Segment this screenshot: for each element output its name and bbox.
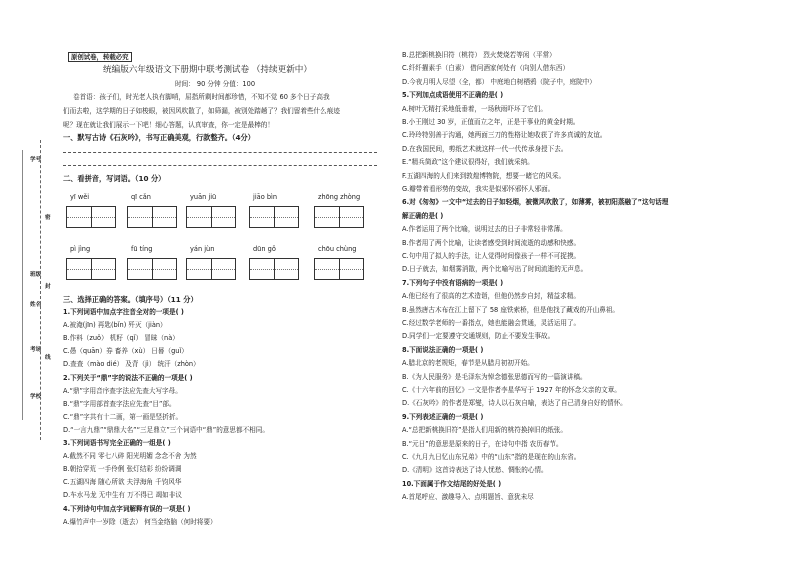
original-badge: 原创试卷，转载必究	[68, 52, 132, 62]
seal-line	[40, 140, 41, 440]
question-stem: 1.下列词语中加点字注音全对的一项是( )	[63, 308, 184, 316]
answer-option: D.《清明》这首诗表达了诗人忧愁、惆怅的心情。	[402, 466, 548, 475]
answer-option: F.五湖四海的人们来到敦煌博物院，想要一睹它的风采。	[402, 171, 566, 180]
answer-box[interactable]	[66, 258, 116, 280]
seal-mark: 封	[45, 284, 51, 290]
pinyin-label: fū tíng	[131, 245, 153, 253]
answer-option: B.总把新桃换旧符（桃符） 烈火焚烧若等闲（平常）	[402, 51, 556, 59]
answer-option: D.今夜月明人尽望（全，都） 中庭地白树栖鸦（院子中，庭院中）	[402, 77, 596, 86]
pinyin-label: pì jìng	[70, 245, 91, 253]
answer-box[interactable]	[186, 258, 236, 280]
answer-option: C.句中用了拟人的手法，让人觉得时间像孩子一样不可捉摸。	[402, 252, 581, 260]
answer-option: C.《十六年前的回忆》一文是作者李星华写于 1927 年的怀念父亲的文章。	[402, 386, 621, 394]
answer-option: A.首尾呼应、激趣导入、点明题旨、意犹未尽	[402, 493, 534, 502]
question-stem: 解正确的是( )	[402, 211, 444, 220]
question-stem: 2.下列关于“鼎”字的说法不正确的一项是( )	[63, 373, 193, 382]
question-stem: 9.下列表述正确的一项是( )	[402, 412, 484, 421]
answer-option: B.“鼎”字用部首查字法应先查“目”部。	[63, 399, 176, 408]
answer-option: B.作料（zuǒ） 机籽（qǐ） 冒昧（nà）	[63, 334, 179, 343]
answer-option: D.日子就去，如烟雾消散，两个比喻写出了时间流逝的无声息。	[402, 265, 588, 274]
intro-line-1: 卷首语：孩子们，时光老人执有脚哨，屈指所剩时间都珍惜，不知不觉 60 多个日子高我	[73, 93, 330, 101]
seal-mark: 线	[45, 355, 51, 361]
answer-option: A.腊北京的老规矩，春节是从腊月初初开始。	[402, 359, 534, 368]
pinyin-label: dūn gǒ	[253, 245, 276, 253]
side-label-class: 班级	[30, 272, 42, 278]
question-stem: 5.下列加点成语使用不正确的是( )	[402, 91, 504, 100]
answer-option: E.“精兵简政”这个建议很得好，我们就采纳。	[402, 158, 534, 167]
answer-option: D.在我国民间，剪纸艺术就这样一代一代传承身授下去。	[402, 144, 568, 153]
answer-option: A.树叶无精打采地低垂着，一场秋雨吓坏了它们。	[402, 104, 547, 113]
question-stem: 3.下列词语书写完全正确的一组是( )	[63, 439, 171, 447]
side-label-name: 姓名	[30, 302, 42, 308]
side-label-student-no: 学号	[30, 157, 42, 163]
answer-option: A.截然不同 零七八碎 阳光明媚 念念不舍 为然	[63, 452, 197, 461]
section-2-heading: 二、看拼音，写词语。（10 分）	[63, 174, 166, 183]
answer-box[interactable]	[249, 206, 299, 228]
answer-option: A.作者运用了两个比喻，说明过去的日子非常轻非常薄。	[402, 225, 567, 234]
answer-option: D.查查（mào dié） 及背（jì） 统汗（zhòn）	[63, 360, 200, 369]
pinyin-label: qī cǎn	[131, 193, 151, 201]
answer-option: C.愚（quān）券 畜养（xù） 日晷（guǐ）	[63, 347, 188, 356]
answer-line	[22, 150, 23, 420]
answer-option: B.《为人民服务》是毛泽东为悼念德张思德而写的一篇演讲稿。	[402, 372, 587, 381]
exam-meta: 时间： 90 分钟 分值：100	[175, 80, 256, 88]
answer-option: B.小王刚过 30 岁，正值而立之年，正是干事业的黄金时期。	[402, 118, 580, 126]
side-label-exam-room: 考场	[30, 347, 42, 353]
question-stem: 8.下面说法正确的一项是( )	[402, 345, 484, 354]
answer-option: A.他已经有了很高的艺术造诣，但他仍然步自封，精益求精。	[402, 292, 580, 301]
answer-option: A.爆竹声中一岁除（逝去） 何当金络脑（何时将要）	[63, 517, 217, 526]
answer-box[interactable]	[314, 258, 364, 280]
answer-box[interactable]	[249, 258, 299, 280]
answer-option: A.“总把新桃换旧符”是指人们用新的桃符换掉旧的纸张。	[402, 426, 567, 435]
question-stem: 4.下列诗句中加点字词解释有误的一项是( )	[63, 504, 191, 513]
answer-option: C.“鼎”字共有十二画，第一画是竖折折。	[63, 412, 183, 421]
pinyin-label: yī wěi	[70, 193, 90, 201]
question-stem: 6.对《匆匆》一文中“过去的日子如轻烟，被微风吹散了，如薄雾，被初阳蒸融了”这句话理	[402, 198, 669, 207]
question-stem: 10.下面属于作文结尾的好处是( )	[402, 479, 502, 488]
section-3-heading: 三、选择正确的答案。（填序号）（11 分）	[63, 295, 198, 304]
answer-option: C.《九月九日忆山东兄弟》中的“山东”指的是现在的山东省。	[402, 453, 581, 461]
writing-line	[63, 165, 377, 166]
pinyin-label: chōu chùng	[318, 245, 357, 253]
answer-option: B.作者用了两个比喻，让读者感受到时间流逝的动感和快感。	[402, 238, 581, 247]
seal-mark: 密	[45, 215, 51, 221]
intro-line-3: 呢？现在就让我们展示一下吧！细心答题，认真审查，你一定是最棒的！	[63, 121, 274, 129]
pinyin-label: yán jùn	[190, 245, 215, 253]
answer-option: A.“鼎”字用音序查字法应先查大写字母。	[63, 386, 182, 395]
answer-option: B.朝拾穿荒 一手伶俐 张灯结彩 纷纷调调	[63, 465, 182, 474]
answer-box[interactable]	[127, 258, 177, 280]
answer-option: C.纤纤擢素手（白素） 借问酒家何处有（向别人借东西）	[402, 64, 570, 73]
answer-option: D.“一言九鼎”“鼎鼎大名”“三足鼎立”三个词语中“鼎”的意思都不相同。	[63, 425, 269, 434]
section-1-heading: 一、默写古诗《石灰吟》，书写正确美观，行款整齐。（4分）	[63, 133, 255, 142]
answer-option: C.五湖四海 随心所欲 夫浮海角 千钧风华	[63, 478, 182, 487]
answer-option: C.经过数学老师的一番指点，她也能融会贯通，灵活运用了。	[402, 319, 581, 327]
answer-box[interactable]	[314, 206, 364, 228]
pinyin-label: zhōng zhòng	[318, 193, 361, 201]
answer-option: G.瓣带着看形势的变故，我实是似邪怀邪怀人邪面。	[402, 185, 555, 193]
answer-option: B.“元日”的意思是原来的日子，在诗句中指 农历春节。	[402, 439, 563, 448]
question-stem: 7.下列句子中没有语病的一项是( )	[402, 278, 504, 287]
pinyin-label: jiāo bìn	[253, 193, 278, 201]
pinyin-label: yuān jiū	[190, 193, 217, 201]
intro-line-2: 们而去啦，这学期的日子如梭眼，被因风吹散了，如筛漏，被别处踏趟了？我们留着些什么痕迹	[63, 107, 340, 115]
answer-option: C.玲玲特别善于沟通，她两面三刀的性格让她收获了许多真诚的友谊。	[402, 131, 607, 140]
answer-option: D.《石灰吟》的作者是郑燮，诗人以石灰自喻，表达了自己清身自好的情怀。	[402, 399, 627, 408]
answer-box[interactable]	[186, 206, 236, 228]
answer-option: A.被淹(jīn) 再匙(bǐn) 歼灭（jiàn）	[63, 321, 167, 330]
writing-line	[63, 152, 377, 153]
answer-option: D.同学们一定要遵守交通规则，防止不要发生事故。	[402, 332, 555, 341]
answer-option: D.车水马龙 无中生有 万不得已 竭如非议	[63, 491, 182, 500]
answer-box[interactable]	[66, 206, 116, 228]
side-label-school: 学校	[30, 394, 42, 400]
answer-option: B.虽然唐古木布在江上留下了 58 座铁索桥，但是他找了藏戏的开山鼻祖。	[402, 305, 620, 314]
answer-box[interactable]	[127, 206, 177, 228]
page-title: 统编版六年级语文下册期中联考测试卷 （持续更新中）	[103, 65, 312, 75]
